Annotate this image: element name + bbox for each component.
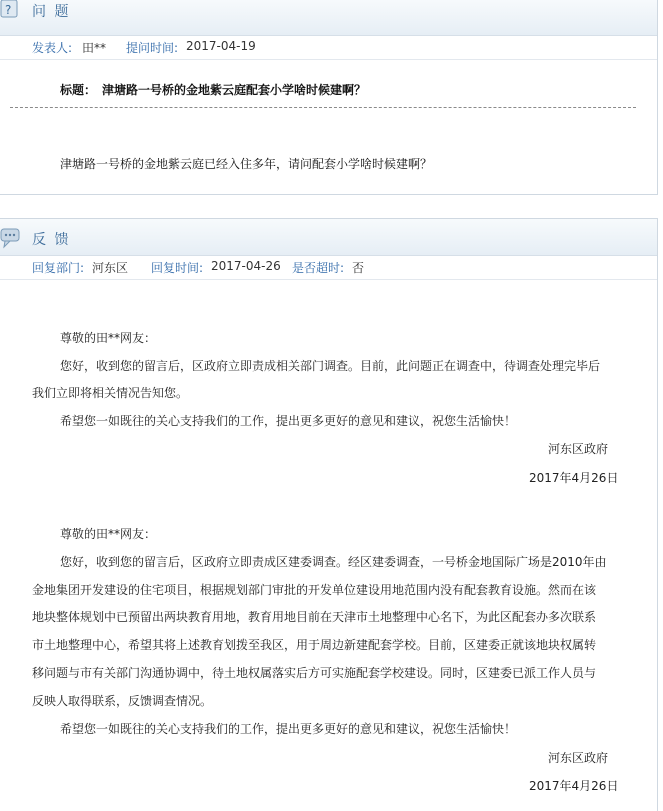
reply1-signature: 河东区政府 bbox=[548, 442, 609, 456]
ask-time-value: 2017-04-19 bbox=[186, 39, 256, 53]
feedback-meta bbox=[0, 255, 657, 280]
dept-value: 河东区 bbox=[92, 261, 129, 275]
question-icon bbox=[0, 0, 22, 19]
reply1-greeting: 尊敬的田**网友： bbox=[60, 331, 157, 345]
reply1-date: 2017年4月26日 bbox=[529, 471, 619, 485]
reply2-line: 市土地整理中心，希望其将上述教育划拨至我区，用于周边新建配套学校。目前，区建委正就该地块权属转 bbox=[32, 638, 597, 652]
divider bbox=[10, 107, 636, 108]
reply-time-value: 2017-04-26 bbox=[211, 259, 281, 273]
overdue-label: 是否超时: bbox=[292, 261, 345, 275]
reply1-line: 我们立即将相关情况告知您。 bbox=[32, 386, 189, 400]
svg-text:?: ? bbox=[5, 3, 12, 17]
poster-label: 发表人: bbox=[32, 41, 73, 55]
reply1-closing: 希望您一如既往的关心支持我们的工作，提出更多更好的意见和建议，祝您生活愉快！ bbox=[60, 414, 517, 428]
reply2-signature: 河东区政府 bbox=[548, 751, 609, 765]
reply1-line: 您好，收到您的留言后，区政府立即责成相关部门调查。目前，此问题正在调查中，待调查处理完毕后 bbox=[60, 359, 601, 373]
reply2-closing: 希望您一如既往的关心支持我们的工作，提出更多更好的意见和建议，祝您生活愉快！ bbox=[60, 722, 517, 736]
question-title-text: 津塘路一号桥的金地紫云庭配套小学啥时候建啊？ bbox=[102, 83, 367, 97]
question-panel bbox=[0, 0, 658, 195]
feedback-panel bbox=[0, 218, 658, 811]
question-title-prefix: 标题： bbox=[60, 83, 97, 97]
reply2-line: 您好，收到您的留言后，区政府立即责成区建委调查。经区建委调查，一号桥金地国际广场是2010年由 bbox=[60, 555, 607, 569]
dept-label: 回复部门: bbox=[32, 261, 85, 275]
reply2-line: 移问题与市有关部门沟通协调中，待土地权属落实后方可实施配套学校建设。同时，区建委已派工作人员与 bbox=[32, 666, 597, 680]
ask-time-label: 提问时间: bbox=[126, 41, 179, 55]
reply2-greeting: 尊敬的田**网友： bbox=[60, 527, 157, 541]
reply-time-label: 回复时间: bbox=[151, 261, 204, 275]
overdue-value: 否 bbox=[352, 261, 365, 275]
question-body: 津塘路一号桥的金地紫云庭已经入住多年，请问配套小学啥时候建啊？ bbox=[60, 157, 433, 171]
chat-bubble-icon bbox=[0, 227, 24, 249]
reply2-line: 地块整体规划中已预留出两块教育用地，教育用地目前在天津市土地整理中心名下，为此区配套办多次联系 bbox=[32, 610, 597, 624]
poster-value: 田** bbox=[82, 41, 107, 55]
question-title-label: 问 题 bbox=[32, 4, 71, 20]
reply2-line: 反映人取得联系，反馈调查情况。 bbox=[32, 694, 213, 708]
question-header bbox=[0, 0, 657, 36]
feedback-title-label: 反 馈 bbox=[32, 232, 71, 248]
question-meta bbox=[0, 35, 657, 60]
feedback-header bbox=[0, 219, 657, 256]
reply2-date: 2017年4月26日 bbox=[529, 779, 619, 793]
reply2-line: 金地集团开发建设的住宅项目，根据规划部门审批的开发单位建设用地范围内没有配套教育设施。然而在该 bbox=[32, 583, 597, 597]
